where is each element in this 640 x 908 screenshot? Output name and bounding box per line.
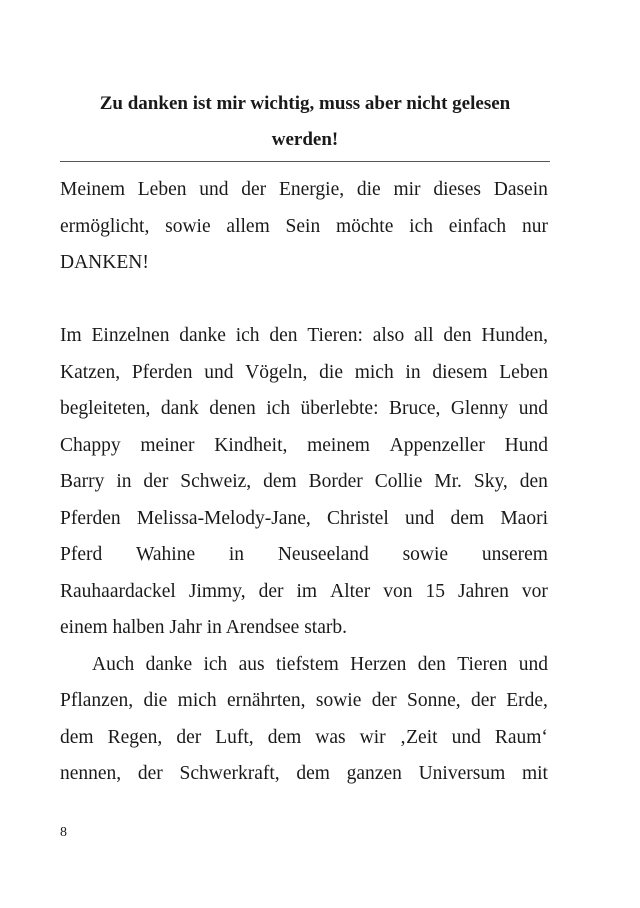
text-line: Pferd Wahine in Neuseeland sowie unserem bbox=[60, 544, 548, 565]
text-line: nennen, der Schwerkraft, dem ganzen Universum mit bbox=[60, 763, 548, 784]
heading-line-2: werden! bbox=[271, 129, 339, 150]
text-line: Auch danke ich aus tiefstem Herzen den Tieren und bbox=[92, 653, 548, 675]
text-line: Pflanzen, die mich ernährten, sowie der Sonne, der Erde, bbox=[60, 690, 548, 711]
paragraph-1 bbox=[60, 172, 548, 282]
page-heading bbox=[60, 86, 550, 158]
text-line: dem Regen, der Luft, dem was wir ‚Zeit und Raum‘ bbox=[60, 726, 548, 748]
text-line: Pferden Melissa-Melody-Jane, Christel und dem Maori bbox=[60, 507, 548, 529]
text-line: DANKEN! bbox=[60, 252, 149, 273]
paragraph-2 bbox=[60, 318, 548, 647]
text-line: Chappy meiner Kindheit, meinem Appenzeller Hund bbox=[60, 434, 548, 456]
text-line: begleiteten, dank denen ich überlebte: Bruce, Glenny und bbox=[60, 398, 548, 419]
text-line: ermöglicht, sowie allem Sein möchte ich einfach nur bbox=[60, 215, 548, 237]
text-line: Im Einzelnen danke ich den Tieren: also all den Hunden, bbox=[60, 325, 548, 346]
text-line: Meinem Leben und der Energie, die mir dieses Dasein bbox=[60, 179, 548, 200]
heading-divider bbox=[60, 161, 550, 162]
paragraph-3 bbox=[60, 647, 548, 793]
text-line: Barry in der Schweiz, dem Border Collie Mr. Sky, den bbox=[60, 471, 548, 492]
text-line: einem halben Jahr in Arendsee starb. bbox=[60, 617, 347, 638]
paragraph-gap bbox=[60, 282, 548, 319]
text-line: Rauhaardackel Jimmy, der im Alter von 15 Jahren vor bbox=[60, 580, 548, 602]
body-text bbox=[60, 172, 548, 793]
text-line: Katzen, Pferden und Vögeln, die mich in diesem Leben bbox=[60, 361, 548, 383]
page-number: 8 bbox=[60, 825, 67, 840]
heading-line-1: Zu danken ist mir wichtig, muss aber nicht gelesen bbox=[99, 93, 511, 114]
